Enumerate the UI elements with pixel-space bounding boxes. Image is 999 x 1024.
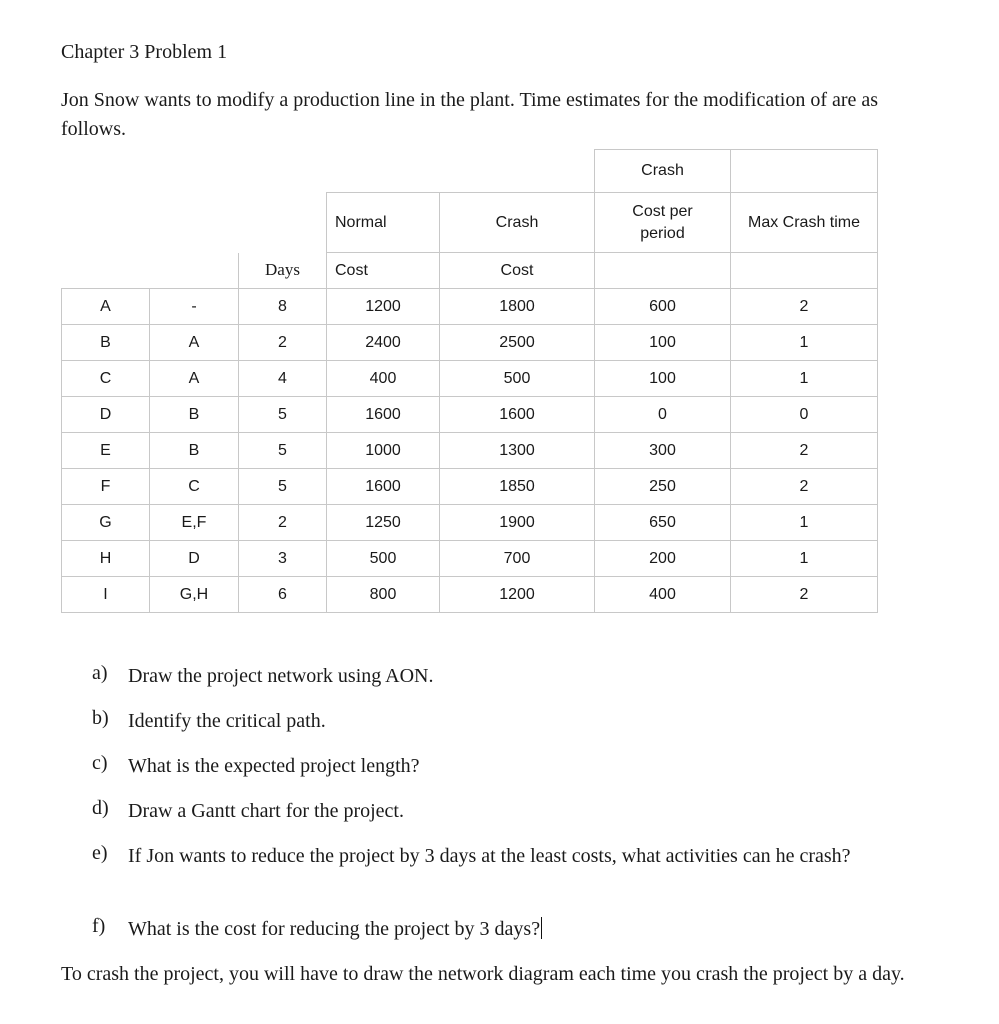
table-row [62,433,878,469]
question-label: a) [92,662,108,684]
cost-per-period-cell: 250 [595,469,731,505]
table-row [62,541,878,577]
days-cell: 2 [239,325,327,361]
question-text: What is the expected project length? [128,755,420,777]
header-days: Days [239,253,327,289]
crash-cost-cell: 1850 [440,469,595,505]
cost-per-period-cell: 200 [595,541,731,577]
normal-cost-cell: 1250 [327,505,440,541]
normal-cost-cell: 1000 [327,433,440,469]
question-text: Draw the project network using AON. [128,665,434,687]
table-row [62,469,878,505]
normal-cost-cell: 400 [327,361,440,397]
table-row [62,397,878,433]
days-cell: 5 [239,397,327,433]
predecessor-cell: D [150,541,239,577]
table-row [62,577,878,613]
activity-cell: A [62,289,150,325]
predecessor-cell: A [150,325,239,361]
activity-cell: I [62,577,150,613]
header-normal-cost: Cost [327,253,440,289]
intro-paragraph: Jon Snow wants to modify a production line in the plant. Time estimates for the modification of are as follows. [61,89,879,140]
days-cell: 5 [239,433,327,469]
max-crash-cell: 1 [731,505,878,541]
question-text: If Jon wants to reduce the project by 3 days at the least costs, what activities can he crash? [128,845,851,867]
max-crash-cell: 2 [731,289,878,325]
header-crash: Crash [440,193,595,253]
header-blank-cell [731,253,878,289]
max-crash-cell: 2 [731,469,878,505]
question-text-editable[interactable] [128,915,888,944]
crash-cost-cell: 1900 [440,505,595,541]
text-cursor [541,917,542,939]
table-row [62,505,878,541]
activity-table [61,149,878,613]
days-cell: 6 [239,577,327,613]
max-crash-cell: 2 [731,577,878,613]
normal-cost-cell: 1600 [327,469,440,505]
predecessor-cell: E,F [150,505,239,541]
normal-cost-cell: 1600 [327,397,440,433]
max-crash-cell: 0 [731,397,878,433]
crash-cost-cell: 1800 [440,289,595,325]
cost-per-period-cell: 400 [595,577,731,613]
header-crash-cost-per-period: Cost per period [595,193,731,253]
activity-cell: C [62,361,150,397]
header-crash-cost: Cost [440,253,595,289]
cost-per-period-cell: 100 [595,325,731,361]
cost-per-period-cell: 100 [595,361,731,397]
predecessor-cell: C [150,469,239,505]
predecessor-cell: B [150,397,239,433]
question-text: What is the cost for reducing the project by 3 days? [128,918,541,940]
chapter-title: Chapter 3 Problem 1 [61,41,228,63]
predecessor-cell: G,H [150,577,239,613]
activity-cell: B [62,325,150,361]
normal-cost-cell: 2400 [327,325,440,361]
activity-cell: G [62,505,150,541]
question-label: f) [92,915,106,937]
crash-cost-cell: 1300 [440,433,595,469]
activity-cell: E [62,433,150,469]
table-row [62,361,878,397]
days-cell: 8 [239,289,327,325]
question-label: e) [92,842,108,864]
question-label: c) [92,752,108,774]
activity-cell: F [62,469,150,505]
predecessor-cell: - [150,289,239,325]
cost-per-period-cell: 650 [595,505,731,541]
header-crash-cost-top: Crash [595,150,731,193]
crash-cost-cell: 1200 [440,577,595,613]
days-cell: 4 [239,361,327,397]
days-cell: 2 [239,505,327,541]
crash-cost-cell: 500 [440,361,595,397]
normal-cost-cell: 800 [327,577,440,613]
crash-cost-cell: 2500 [440,325,595,361]
predecessor-cell: A [150,361,239,397]
table-row [62,289,878,325]
closing-paragraph: To crash the project, you will have to draw the network diagram each time you crash the project by a day. [61,963,905,985]
question-text: Identify the critical path. [128,710,326,732]
header-max-crash-time: Max Crash time [731,193,878,253]
cost-per-period-cell: 0 [595,397,731,433]
question-label: d) [92,797,109,819]
activity-cell: D [62,397,150,433]
table-row [62,325,878,361]
max-crash-cell: 1 [731,361,878,397]
activity-cell: H [62,541,150,577]
header-blank-cell [595,253,731,289]
question-label: b) [92,707,109,729]
header-normal: Normal [327,193,440,253]
normal-cost-cell: 500 [327,541,440,577]
predecessor-cell: B [150,433,239,469]
question-text: Draw a Gantt chart for the project. [128,800,404,822]
normal-cost-cell: 1200 [327,289,440,325]
max-crash-cell: 2 [731,433,878,469]
crash-cost-cell: 1600 [440,397,595,433]
header-max-crash-top [731,150,878,193]
max-crash-cell: 1 [731,325,878,361]
cost-per-period-cell: 300 [595,433,731,469]
days-cell: 5 [239,469,327,505]
days-cell: 3 [239,541,327,577]
crash-cost-cell: 700 [440,541,595,577]
cost-per-period-cell: 600 [595,289,731,325]
max-crash-cell: 1 [731,541,878,577]
